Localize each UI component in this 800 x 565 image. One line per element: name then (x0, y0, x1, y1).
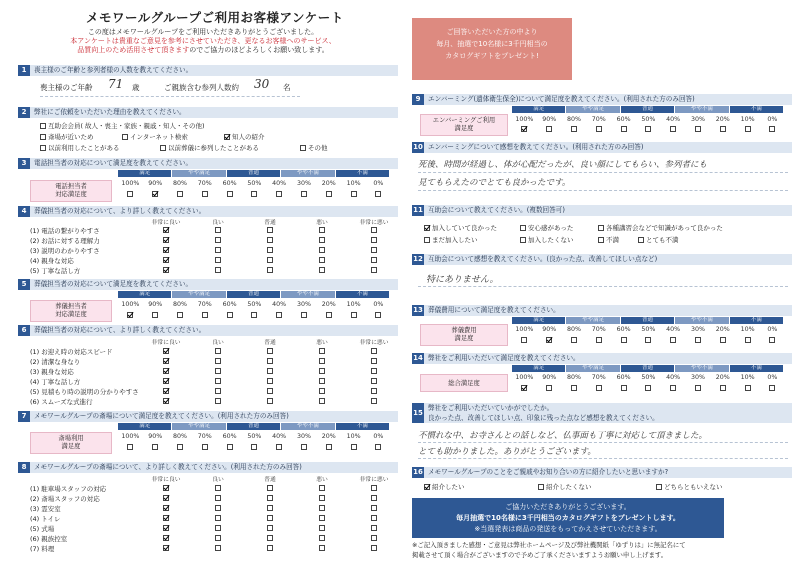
q6-row[interactable] (140, 348, 400, 354)
q4-item: (2) お話に対する理解力 (30, 237, 100, 245)
q4-item: (1) 電話の繋がりやすさ (30, 227, 100, 235)
q6-item: (1) お迎え時の対応スピード (30, 348, 113, 356)
scale-percent: 100% 90% 80% 70% 60% 50% 40% 30% 20% 10% 0% (121, 433, 384, 440)
option-recommend[interactable]: 紹介したい (424, 482, 465, 491)
question-16: 16 メモワールグループのことをご親戚やお知り合いの方に紹介したいと思いますか? (412, 467, 792, 478)
question-9: 9 エンバーミング(遺体衛生保全)について満足度を教えてください。(利用された方のみ回答) (412, 94, 792, 105)
q4-item: (4) 親身な対応 (30, 257, 74, 265)
option-dissatisfied[interactable]: 不満 (598, 235, 619, 244)
q4-row[interactable] (140, 227, 400, 233)
q6-row[interactable] (140, 378, 400, 384)
divider (418, 458, 788, 459)
q6-row[interactable] (140, 368, 400, 374)
embalming-row-label: エンバーミングご利用 満足度 (420, 114, 508, 136)
scale-header: 満足 やや満足 普通 やや不満 不満 (118, 423, 390, 430)
option-referral[interactable]: 知人の紹介 (224, 132, 265, 141)
age-unit: 歳 (132, 83, 140, 92)
overall-rating[interactable] (512, 385, 785, 391)
question-1: 1 喪主様のご年齢と参列者様の人数を教えてください。 (18, 65, 398, 76)
thank-you-banner: ご協力いただきありがとうございます。 毎月抽選で10名様に3千円相当のカタログギフトをプレゼントします。 ※当選発表は商品の発送をもってかえさせていただきます。 (412, 498, 724, 538)
q4-row[interactable] (140, 257, 400, 263)
overall-comment-line1[interactable]: 不慣れな中、お寺さんとの話しなど、仏事面も丁寧に対応して頂きました。 (418, 431, 708, 441)
question-6: 6 葬儀担当者の対応について、より詳しく教えてください。 (18, 325, 398, 336)
option-not-recommend[interactable]: 紹介したくない (538, 482, 592, 491)
q6-row[interactable] (140, 398, 400, 404)
q8-item: (7) 料理 (30, 545, 55, 553)
question-4: 4 葬儀担当者の対応について、より詳しく教えてください。 (18, 206, 398, 217)
divider (40, 96, 300, 97)
footnote: ※ご記入頂きました感想・ご意見は弊社ホームページ及び弊社機関紙「ゆずりは」に無記名にて 掲載させて頂く場合がございますので予めご了承くださいますようお願い申し上げます。 (412, 541, 686, 559)
hall-rating[interactable] (118, 444, 391, 450)
scale-header: 満足 やや満足 普通 やや不満 不満 (118, 170, 390, 177)
gift-banner: ご回答いただいた方の中より 毎月、抽選で10名様に3千円相当の カタログギフトをプレゼント! (412, 18, 572, 80)
q6-item: (4) 丁寧な話し方 (30, 378, 81, 386)
q6-row[interactable] (140, 358, 400, 364)
q6-item: (6) スムーズな式進行 (30, 398, 93, 406)
scale-percent: 100% 90% 80% 70% 60% 50% 40% 30% 20% 10% 0% (121, 180, 384, 187)
scale-percent: 100% 90% 80% 70% 60% 50% 40% 30% 20% 10% 0% (515, 374, 778, 381)
option-want-join[interactable]: まだ加入したい (424, 235, 478, 244)
embalming-comment-line2[interactable]: 見てもらえたのでとても良かったです。 (418, 178, 571, 188)
question-7: 7 メモワールグループの斎場について満足度を教えてください。(利用された方のみ回答) (18, 411, 398, 422)
funeral-staff-rating[interactable] (118, 312, 391, 318)
q6-item: (5) 見積もり時の説明の分かりやすさ (30, 388, 139, 396)
q4-row[interactable] (140, 237, 400, 243)
scale-percent: 100% 90% 80% 70% 60% 50% 40% 30% 20% 10% 0% (515, 326, 778, 333)
count-value[interactable]: 30 (254, 77, 270, 91)
divider (418, 190, 788, 191)
option-neutral[interactable]: どちらともいえない (656, 482, 723, 491)
option-attended-before[interactable]: 以前葬儀に参列したことがある (160, 143, 259, 152)
scale-percent: 100% 90% 80% 70% 60% 50% 40% 30% 20% 10% 0% (515, 116, 778, 123)
grade-header: 非常に良い 良い 普通 悪い 非常に悪い (151, 220, 389, 226)
q6-row[interactable] (140, 388, 400, 394)
question-11: 11 互助会について教えてください。(複数回答可) (412, 205, 792, 216)
question-5: 5 葬儀担当者の対応について満足度を教えてください。 (18, 279, 398, 290)
q8-item: (6) 親族控室 (30, 535, 68, 543)
hall-row-label: 斎場利用 満足度 (30, 432, 112, 454)
q8-row[interactable] (140, 545, 400, 551)
question-10: 10 エンバーミングについて感想を教えてください。(利用された方のみ回答) (412, 142, 792, 153)
q4-item: (3) 説明のわかりやすさ (30, 247, 100, 255)
question-13: 13 葬儀費用について満足度を教えてください。 (412, 305, 792, 316)
scale-header: 満足 やや満足 普通 やや不満 不満 (118, 291, 390, 298)
option-internet[interactable]: インターネット検索 (122, 132, 188, 141)
funeral-staff-row-label: 葬儀担当者 対応満足度 (30, 300, 112, 322)
scale-header: 満足 やや満足 普通 やや不満 不満 (512, 365, 784, 372)
scale-header: 満足 やや満足 普通 やや不満 不満 (512, 106, 784, 113)
option-used-before[interactable]: 以前利用したことがある (40, 143, 120, 152)
question-12: 12 互助会について感想を教えてください。(良かった点、改善してほしい点など) (412, 254, 792, 265)
phone-staff-rating[interactable] (118, 191, 391, 197)
divider (418, 172, 788, 173)
age-label: 喪主様のご年齢 (40, 83, 93, 92)
overall-row-label: 総合満足度 (420, 374, 508, 392)
phone-staff-row-label: 電話担当者 対応満足度 (30, 180, 112, 202)
q8-row[interactable] (140, 485, 400, 491)
q8-row[interactable] (140, 505, 400, 511)
mutual-aid-comment[interactable]: 特にありません。 (426, 275, 499, 285)
cost-rating[interactable] (512, 337, 785, 343)
question-14: 14 弊社をご利用いただいて満足度を教えてください。 (412, 353, 792, 364)
q6-item: (2) 清潔な身なり (30, 358, 81, 366)
intro-text: この度はメモワールグループをご利用いただきありがとうございました。 本アンケートは貴重なご意見を参考にさせていただき、更なるお客様へのサービス、 品質向上のため活用させて頂きますのでご協力のほどよろしくお願い致します。 (70, 28, 336, 54)
option-relief[interactable]: 安心感があった (520, 223, 573, 232)
option-seminars[interactable]: 各種講習会などで知識があって良かった (598, 223, 723, 232)
q8-row[interactable] (140, 495, 400, 501)
grade-header: 非常に良い 良い 普通 悪い 非常に悪い (151, 340, 389, 346)
q6-item: (3) 親身な対応 (30, 368, 74, 376)
q8-item: (2) 斎場スタッフの対応 (30, 495, 100, 503)
overall-comment-line2[interactable]: とても助かりました。ありがとうございます。 (418, 447, 596, 457)
age-value[interactable]: 71 (108, 77, 124, 91)
q8-item: (3) 霊安室 (30, 505, 61, 513)
q8-row[interactable] (140, 535, 400, 541)
question-3: 3 電話担当者の対応について満足度を教えてください。 (18, 158, 398, 169)
option-other[interactable]: その他 (300, 143, 328, 152)
question-2: 2 弊社にご依頼をいただいた理由を教えてください。 (18, 107, 398, 118)
q8-item: (5) 式場 (30, 525, 55, 533)
question-15: 15 弊社をご利用いただいていかがでしたか。 良かった点、改善してほしい点、印象に残った点など感想を教えてください。 (412, 403, 792, 423)
q8-item: (1) 駐車場スタッフの対応 (30, 485, 107, 493)
option-very-dissatisfied[interactable]: とても不満 (638, 235, 679, 244)
q4-item: (5) 丁寧な話し方 (30, 267, 81, 275)
option-near-hall[interactable]: 斎場が近いため (40, 132, 94, 141)
count-label: ご親族含む参列人数約 (164, 83, 239, 92)
option-no-join[interactable]: 加入したくない (520, 235, 574, 244)
divider (418, 442, 788, 443)
divider (418, 286, 788, 287)
grade-header: 非常に良い 良い 普通 悪い 非常に悪い (151, 477, 389, 483)
page-title: メモワールグループご利用お客様アンケート (86, 10, 344, 25)
q8-item: (4) トイレ (30, 515, 61, 523)
q8-row[interactable] (140, 525, 400, 531)
q8-row[interactable] (140, 515, 400, 521)
option-mutual-aid[interactable]: 互助会会員( 故人・喪主・家族・親戚・知人・その他) (40, 121, 205, 130)
cost-row-label: 葬儀費用 満足度 (420, 324, 508, 346)
question-8: 8 メモワールグループの斎場について、より詳しく教えてください。(利用された方のみ回答) (18, 462, 398, 473)
embalming-comment-line1[interactable]: 死後、時間が経過し、体が心配だったが、良い顔にしてもらい、参列者にも (418, 160, 708, 170)
scale-header: 満足 やや満足 普通 やや不満 不満 (512, 317, 784, 324)
q4-row[interactable] (140, 267, 400, 273)
q4-row[interactable] (140, 247, 400, 253)
embalming-rating[interactable] (512, 126, 785, 132)
option-glad-member[interactable]: 加入していて良かった (424, 223, 497, 232)
scale-percent: 100% 90% 80% 70% 60% 50% 40% 30% 20% 10% 0% (121, 301, 384, 308)
count-unit: 名 (283, 83, 291, 92)
